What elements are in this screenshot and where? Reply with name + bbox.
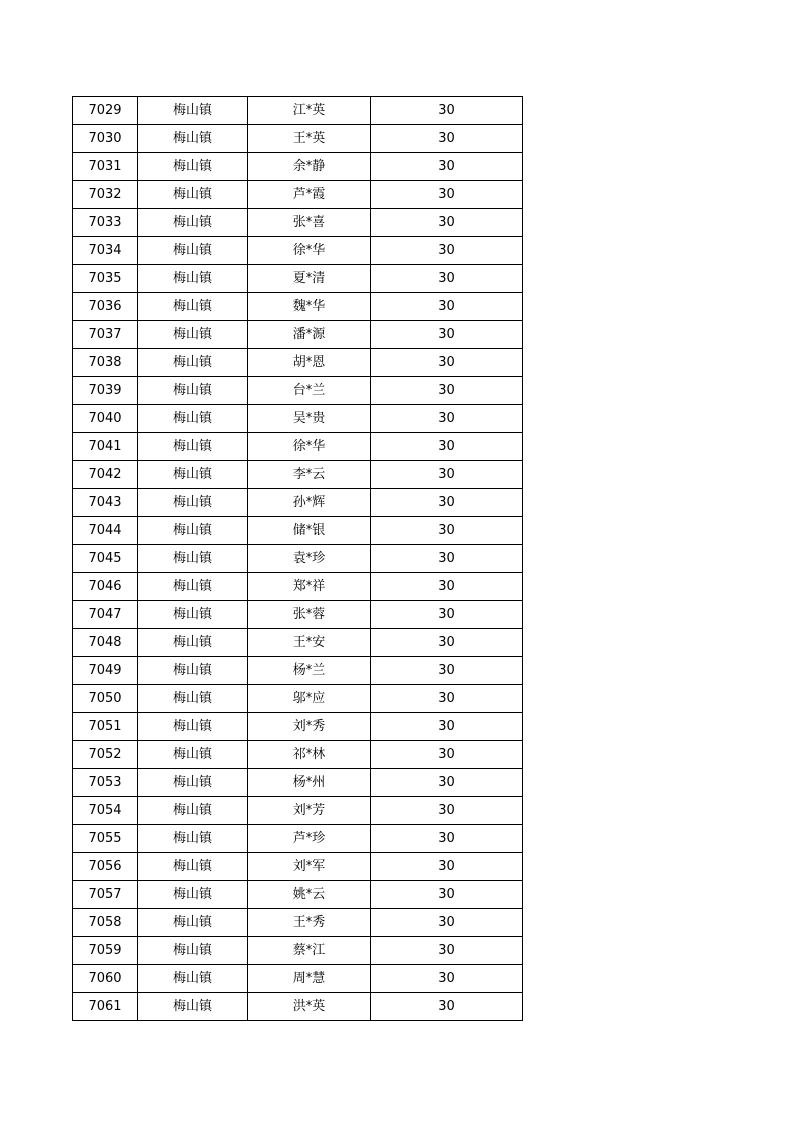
name-cell: 张*蓉	[248, 601, 371, 629]
amount-cell: 30	[371, 153, 523, 181]
name-cell: 台*兰	[248, 377, 371, 405]
town-cell: 梅山镇	[138, 909, 248, 937]
name-cell: 芦*珍	[248, 825, 371, 853]
amount-cell: 30	[371, 769, 523, 797]
row-id-cell: 7049	[73, 657, 138, 685]
amount-cell: 30	[371, 713, 523, 741]
row-id-cell: 7061	[73, 993, 138, 1021]
table-row	[73, 153, 523, 181]
town-cell: 梅山镇	[138, 97, 248, 125]
amount-cell: 30	[371, 293, 523, 321]
amount-cell: 30	[371, 517, 523, 545]
town-cell: 梅山镇	[138, 797, 248, 825]
row-id-cell: 7048	[73, 629, 138, 657]
town-cell: 梅山镇	[138, 153, 248, 181]
amount-cell: 30	[371, 97, 523, 125]
row-id-cell: 7042	[73, 461, 138, 489]
amount-cell: 30	[371, 853, 523, 881]
name-cell: 储*银	[248, 517, 371, 545]
town-cell: 梅山镇	[138, 825, 248, 853]
name-cell: 王*秀	[248, 909, 371, 937]
row-id-cell: 7040	[73, 405, 138, 433]
row-id-cell: 7029	[73, 97, 138, 125]
amount-cell: 30	[371, 125, 523, 153]
town-cell: 梅山镇	[138, 657, 248, 685]
town-cell: 梅山镇	[138, 713, 248, 741]
town-cell: 梅山镇	[138, 993, 248, 1021]
table-row	[73, 741, 523, 769]
row-id-cell: 7038	[73, 349, 138, 377]
table-row	[73, 881, 523, 909]
town-cell: 梅山镇	[138, 601, 248, 629]
amount-cell: 30	[371, 377, 523, 405]
name-cell: 魏*华	[248, 293, 371, 321]
town-cell: 梅山镇	[138, 181, 248, 209]
name-cell: 胡*恩	[248, 349, 371, 377]
table-row	[73, 825, 523, 853]
amount-cell: 30	[371, 209, 523, 237]
amount-cell: 30	[371, 433, 523, 461]
amount-cell: 30	[371, 545, 523, 573]
town-cell: 梅山镇	[138, 965, 248, 993]
row-id-cell: 7032	[73, 181, 138, 209]
row-id-cell: 7046	[73, 573, 138, 601]
name-cell: 江*英	[248, 97, 371, 125]
name-cell: 孙*辉	[248, 489, 371, 517]
table-row	[73, 769, 523, 797]
name-cell: 袁*珍	[248, 545, 371, 573]
table-row	[73, 433, 523, 461]
row-id-cell: 7041	[73, 433, 138, 461]
row-id-cell: 7058	[73, 909, 138, 937]
name-cell: 潘*源	[248, 321, 371, 349]
name-cell: 邬*应	[248, 685, 371, 713]
row-id-cell: 7051	[73, 713, 138, 741]
row-id-cell: 7060	[73, 965, 138, 993]
amount-cell: 30	[371, 181, 523, 209]
table-row	[73, 937, 523, 965]
name-cell: 姚*云	[248, 881, 371, 909]
table-row	[73, 965, 523, 993]
name-cell: 刘*秀	[248, 713, 371, 741]
amount-cell: 30	[371, 321, 523, 349]
row-id-cell: 7044	[73, 517, 138, 545]
name-cell: 祁*林	[248, 741, 371, 769]
table-row	[73, 321, 523, 349]
name-cell: 李*云	[248, 461, 371, 489]
amount-cell: 30	[371, 629, 523, 657]
town-cell: 梅山镇	[138, 685, 248, 713]
town-cell: 梅山镇	[138, 853, 248, 881]
table-row	[73, 293, 523, 321]
amount-cell: 30	[371, 741, 523, 769]
amount-cell: 30	[371, 489, 523, 517]
table-row	[73, 405, 523, 433]
amount-cell: 30	[371, 349, 523, 377]
row-id-cell: 7054	[73, 797, 138, 825]
table-row	[73, 489, 523, 517]
town-cell: 梅山镇	[138, 349, 248, 377]
data-table	[72, 96, 523, 1021]
town-cell: 梅山镇	[138, 545, 248, 573]
table-row	[73, 97, 523, 125]
row-id-cell: 7050	[73, 685, 138, 713]
name-cell: 郑*祥	[248, 573, 371, 601]
town-cell: 梅山镇	[138, 209, 248, 237]
name-cell: 杨*兰	[248, 657, 371, 685]
row-id-cell: 7031	[73, 153, 138, 181]
amount-cell: 30	[371, 909, 523, 937]
name-cell: 王*安	[248, 629, 371, 657]
row-id-cell: 7033	[73, 209, 138, 237]
town-cell: 梅山镇	[138, 265, 248, 293]
town-cell: 梅山镇	[138, 517, 248, 545]
table-row	[73, 349, 523, 377]
name-cell: 徐*华	[248, 237, 371, 265]
row-id-cell: 7053	[73, 769, 138, 797]
name-cell: 刘*芳	[248, 797, 371, 825]
name-cell: 刘*军	[248, 853, 371, 881]
name-cell: 蔡*江	[248, 937, 371, 965]
row-id-cell: 7035	[73, 265, 138, 293]
town-cell: 梅山镇	[138, 461, 248, 489]
amount-cell: 30	[371, 237, 523, 265]
table-row	[73, 517, 523, 545]
table-row	[73, 713, 523, 741]
row-id-cell: 7039	[73, 377, 138, 405]
amount-cell: 30	[371, 461, 523, 489]
row-id-cell: 7043	[73, 489, 138, 517]
town-cell: 梅山镇	[138, 293, 248, 321]
amount-cell: 30	[371, 405, 523, 433]
table-row	[73, 797, 523, 825]
table-row	[73, 265, 523, 293]
name-cell: 周*慧	[248, 965, 371, 993]
name-cell: 徐*华	[248, 433, 371, 461]
name-cell: 夏*清	[248, 265, 371, 293]
name-cell: 杨*州	[248, 769, 371, 797]
row-id-cell: 7052	[73, 741, 138, 769]
table-body	[73, 97, 523, 1021]
town-cell: 梅山镇	[138, 125, 248, 153]
table-row	[73, 993, 523, 1021]
amount-cell: 30	[371, 601, 523, 629]
table-row	[73, 461, 523, 489]
row-id-cell: 7047	[73, 601, 138, 629]
table-row	[73, 853, 523, 881]
amount-cell: 30	[371, 965, 523, 993]
amount-cell: 30	[371, 657, 523, 685]
row-id-cell: 7059	[73, 937, 138, 965]
amount-cell: 30	[371, 825, 523, 853]
name-cell: 王*英	[248, 125, 371, 153]
row-id-cell: 7037	[73, 321, 138, 349]
town-cell: 梅山镇	[138, 769, 248, 797]
amount-cell: 30	[371, 265, 523, 293]
town-cell: 梅山镇	[138, 573, 248, 601]
town-cell: 梅山镇	[138, 237, 248, 265]
amount-cell: 30	[371, 993, 523, 1021]
amount-cell: 30	[371, 937, 523, 965]
row-id-cell: 7030	[73, 125, 138, 153]
table-row	[73, 657, 523, 685]
table-row	[73, 629, 523, 657]
table-row	[73, 573, 523, 601]
town-cell: 梅山镇	[138, 741, 248, 769]
row-id-cell: 7055	[73, 825, 138, 853]
table-row	[73, 377, 523, 405]
town-cell: 梅山镇	[138, 433, 248, 461]
table-row	[73, 909, 523, 937]
row-id-cell: 7056	[73, 853, 138, 881]
town-cell: 梅山镇	[138, 881, 248, 909]
name-cell: 芦*霞	[248, 181, 371, 209]
name-cell: 张*喜	[248, 209, 371, 237]
table-row	[73, 685, 523, 713]
table-row	[73, 545, 523, 573]
table-row	[73, 209, 523, 237]
town-cell: 梅山镇	[138, 377, 248, 405]
table-row	[73, 601, 523, 629]
row-id-cell: 7045	[73, 545, 138, 573]
amount-cell: 30	[371, 797, 523, 825]
town-cell: 梅山镇	[138, 489, 248, 517]
town-cell: 梅山镇	[138, 405, 248, 433]
name-cell: 余*静	[248, 153, 371, 181]
row-id-cell: 7057	[73, 881, 138, 909]
row-id-cell: 7036	[73, 293, 138, 321]
town-cell: 梅山镇	[138, 937, 248, 965]
row-id-cell: 7034	[73, 237, 138, 265]
table-row	[73, 237, 523, 265]
town-cell: 梅山镇	[138, 629, 248, 657]
town-cell: 梅山镇	[138, 321, 248, 349]
name-cell: 洪*英	[248, 993, 371, 1021]
name-cell: 吴*贵	[248, 405, 371, 433]
amount-cell: 30	[371, 881, 523, 909]
amount-cell: 30	[371, 573, 523, 601]
amount-cell: 30	[371, 685, 523, 713]
table-row	[73, 125, 523, 153]
table-row	[73, 181, 523, 209]
